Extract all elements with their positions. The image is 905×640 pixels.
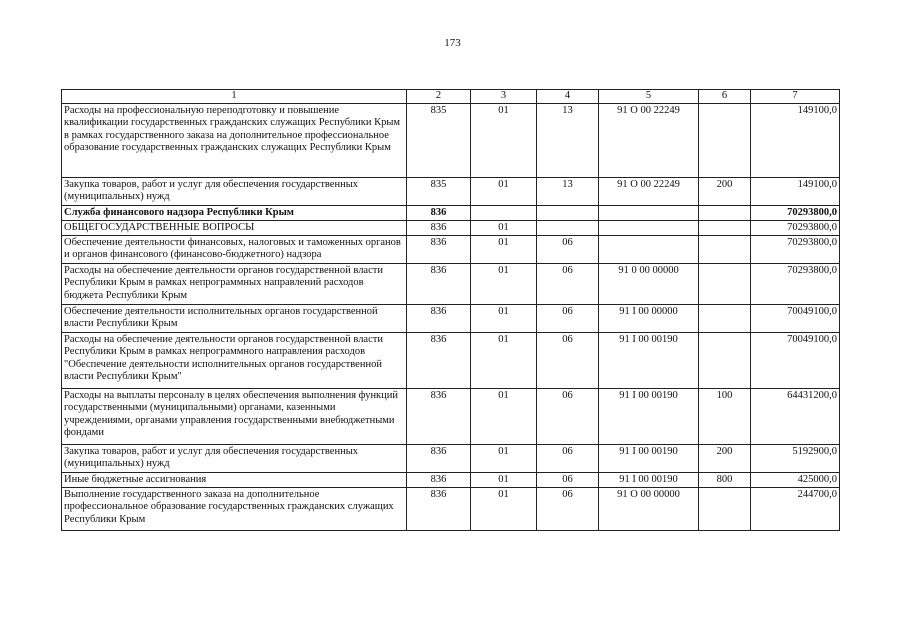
expense-type-cell xyxy=(699,333,751,389)
subsection-code-cell xyxy=(537,206,599,221)
table-row xyxy=(62,305,840,333)
column-header: 3 xyxy=(471,90,537,104)
expense-name-cell: Иные бюджетные ассигнования xyxy=(62,473,407,488)
expense-type-cell xyxy=(699,264,751,305)
amount-cell: 425000,0 xyxy=(751,473,840,488)
expense-name-cell: Расходы на выплаты персоналу в целях обеспечения выполнения функций государственными (муниципальными) органами, казенными учреждениями, органами управления государственными внебюджетными фондами xyxy=(62,389,407,445)
amount-cell: 70293800,0 xyxy=(751,206,840,221)
expense-name-cell: Расходы на обеспечение деятельности органов государственной власти Республики Крым в рамках непрограммного направления расходов "Обеспечение деятельности исполнительных органов государственной власти Республики Крым" xyxy=(62,333,407,389)
amount-cell: 149100,0 xyxy=(751,104,840,178)
amount-cell: 70293800,0 xyxy=(751,236,840,264)
ministry-code-cell: 836 xyxy=(407,488,471,531)
section-code-cell: 01 xyxy=(471,178,537,206)
expense-type-cell: 200 xyxy=(699,445,751,473)
subsection-code-cell: 06 xyxy=(537,264,599,305)
expense-name-cell: Обеспечение деятельности исполнительных органов государственной власти Республики Крым xyxy=(62,305,407,333)
expense-type-cell xyxy=(699,221,751,236)
expense-name-cell: ОБЩЕГОСУДАРСТВЕННЫЕ ВОПРОСЫ xyxy=(62,221,407,236)
subsection-code-cell: 06 xyxy=(537,333,599,389)
table-row xyxy=(62,333,840,389)
amount-cell: 64431200,0 xyxy=(751,389,840,445)
section-code-cell: 01 xyxy=(471,236,537,264)
target-article-cell: 91 О 00 22249 xyxy=(599,178,699,206)
subsection-code-cell: 06 xyxy=(537,445,599,473)
target-article-cell: 91 I 00 00190 xyxy=(599,473,699,488)
section-code-cell: 01 xyxy=(471,104,537,178)
expense-type-cell: 800 xyxy=(699,473,751,488)
amount-cell: 70293800,0 xyxy=(751,264,840,305)
ministry-code-cell: 835 xyxy=(407,104,471,178)
table-row xyxy=(62,389,840,445)
section-code-cell: 01 xyxy=(471,445,537,473)
page-number: 173 xyxy=(444,37,461,49)
expense-name-cell: Расходы на профессиональную переподготовку и повышение квалификации государственных гражданских служащих Республики Крым в рамках государственного заказа на дополнительное профессиональное образование государственных гражданских служащих Республики Крым xyxy=(62,104,407,178)
table-row xyxy=(62,488,840,531)
expense-name-cell: Закупка товаров, работ и услуг для обеспечения государственных (муниципальных) нужд xyxy=(62,445,407,473)
ministry-code-cell: 835 xyxy=(407,178,471,206)
ministry-code-cell: 836 xyxy=(407,264,471,305)
subsection-code-cell: 06 xyxy=(537,389,599,445)
expense-type-cell xyxy=(699,104,751,178)
budget-table xyxy=(61,89,840,531)
amount-cell: 5192900,0 xyxy=(751,445,840,473)
table-row xyxy=(62,473,840,488)
table-row xyxy=(62,264,840,305)
amount-cell: 70049100,0 xyxy=(751,305,840,333)
target-article-cell: 91 0 00 00000 xyxy=(599,264,699,305)
expense-type-cell xyxy=(699,236,751,264)
table-row xyxy=(62,104,840,178)
amount-cell: 149100,0 xyxy=(751,178,840,206)
amount-cell: 70049100,0 xyxy=(751,333,840,389)
subsection-code-cell: 13 xyxy=(537,178,599,206)
table-row xyxy=(62,221,840,236)
expense-type-cell xyxy=(699,305,751,333)
target-article-cell: 91 О 00 22249 xyxy=(599,104,699,178)
table-row xyxy=(62,236,840,264)
expense-name-cell: Закупка товаров, работ и услуг для обеспечения государственных (муниципальных) нужд xyxy=(62,178,407,206)
section-code-cell: 01 xyxy=(471,333,537,389)
column-header: 7 xyxy=(751,90,840,104)
amount-cell: 70293800,0 xyxy=(751,221,840,236)
section-code-cell: 01 xyxy=(471,473,537,488)
column-header: 6 xyxy=(699,90,751,104)
expense-type-cell xyxy=(699,488,751,531)
target-article-cell xyxy=(599,221,699,236)
ministry-code-cell: 836 xyxy=(407,473,471,488)
target-article-cell xyxy=(599,206,699,221)
section-code-cell: 01 xyxy=(471,264,537,305)
column-header: 5 xyxy=(599,90,699,104)
table-row xyxy=(62,445,840,473)
table-header-row xyxy=(62,90,840,104)
expense-type-cell xyxy=(699,206,751,221)
section-code-cell: 01 xyxy=(471,221,537,236)
expense-type-cell: 100 xyxy=(699,389,751,445)
subsection-code-cell: 06 xyxy=(537,473,599,488)
ministry-code-cell: 836 xyxy=(407,236,471,264)
target-article-cell: 91 I 00 00000 xyxy=(599,305,699,333)
ministry-code-cell: 836 xyxy=(407,333,471,389)
expense-name-cell: Служба финансового надзора Республики Крым xyxy=(62,206,407,221)
expense-name-cell: Обеспечение деятельности финансовых, налоговых и таможенных органов и органов финансового (финансово-бюджетного) надзора xyxy=(62,236,407,264)
column-header: 1 xyxy=(62,90,407,104)
expense-name-cell: Выполнение государственного заказа на дополнительное профессиональное образование государственных гражданских служащих Республики Крым xyxy=(62,488,407,531)
subsection-code-cell: 13 xyxy=(537,104,599,178)
ministry-code-cell: 836 xyxy=(407,206,471,221)
ministry-code-cell: 836 xyxy=(407,305,471,333)
ministry-code-cell: 836 xyxy=(407,445,471,473)
subsection-code-cell xyxy=(537,221,599,236)
section-code-cell xyxy=(471,206,537,221)
target-article-cell: 91 I 00 00190 xyxy=(599,389,699,445)
ministry-code-cell: 836 xyxy=(407,389,471,445)
table-row xyxy=(62,178,840,206)
target-article-cell: 91 О 00 00000 xyxy=(599,488,699,531)
subsection-code-cell: 06 xyxy=(537,236,599,264)
section-code-cell: 01 xyxy=(471,389,537,445)
target-article-cell: 91 I 00 00190 xyxy=(599,333,699,389)
column-header: 2 xyxy=(407,90,471,104)
expense-type-cell: 200 xyxy=(699,178,751,206)
ministry-code-cell: 836 xyxy=(407,221,471,236)
subsection-code-cell: 06 xyxy=(537,305,599,333)
expense-name-cell: Расходы на обеспечение деятельности органов государственной власти Республики Крым в рамках непрограммных направлений расходов бюджета Республики Крым xyxy=(62,264,407,305)
section-code-cell: 01 xyxy=(471,305,537,333)
amount-cell: 244700,0 xyxy=(751,488,840,531)
subsection-code-cell: 06 xyxy=(537,488,599,531)
target-article-cell xyxy=(599,236,699,264)
target-article-cell: 91 I 00 00190 xyxy=(599,445,699,473)
table-row xyxy=(62,206,840,221)
table-body xyxy=(62,104,840,531)
column-header: 4 xyxy=(537,90,599,104)
section-code-cell: 01 xyxy=(471,488,537,531)
